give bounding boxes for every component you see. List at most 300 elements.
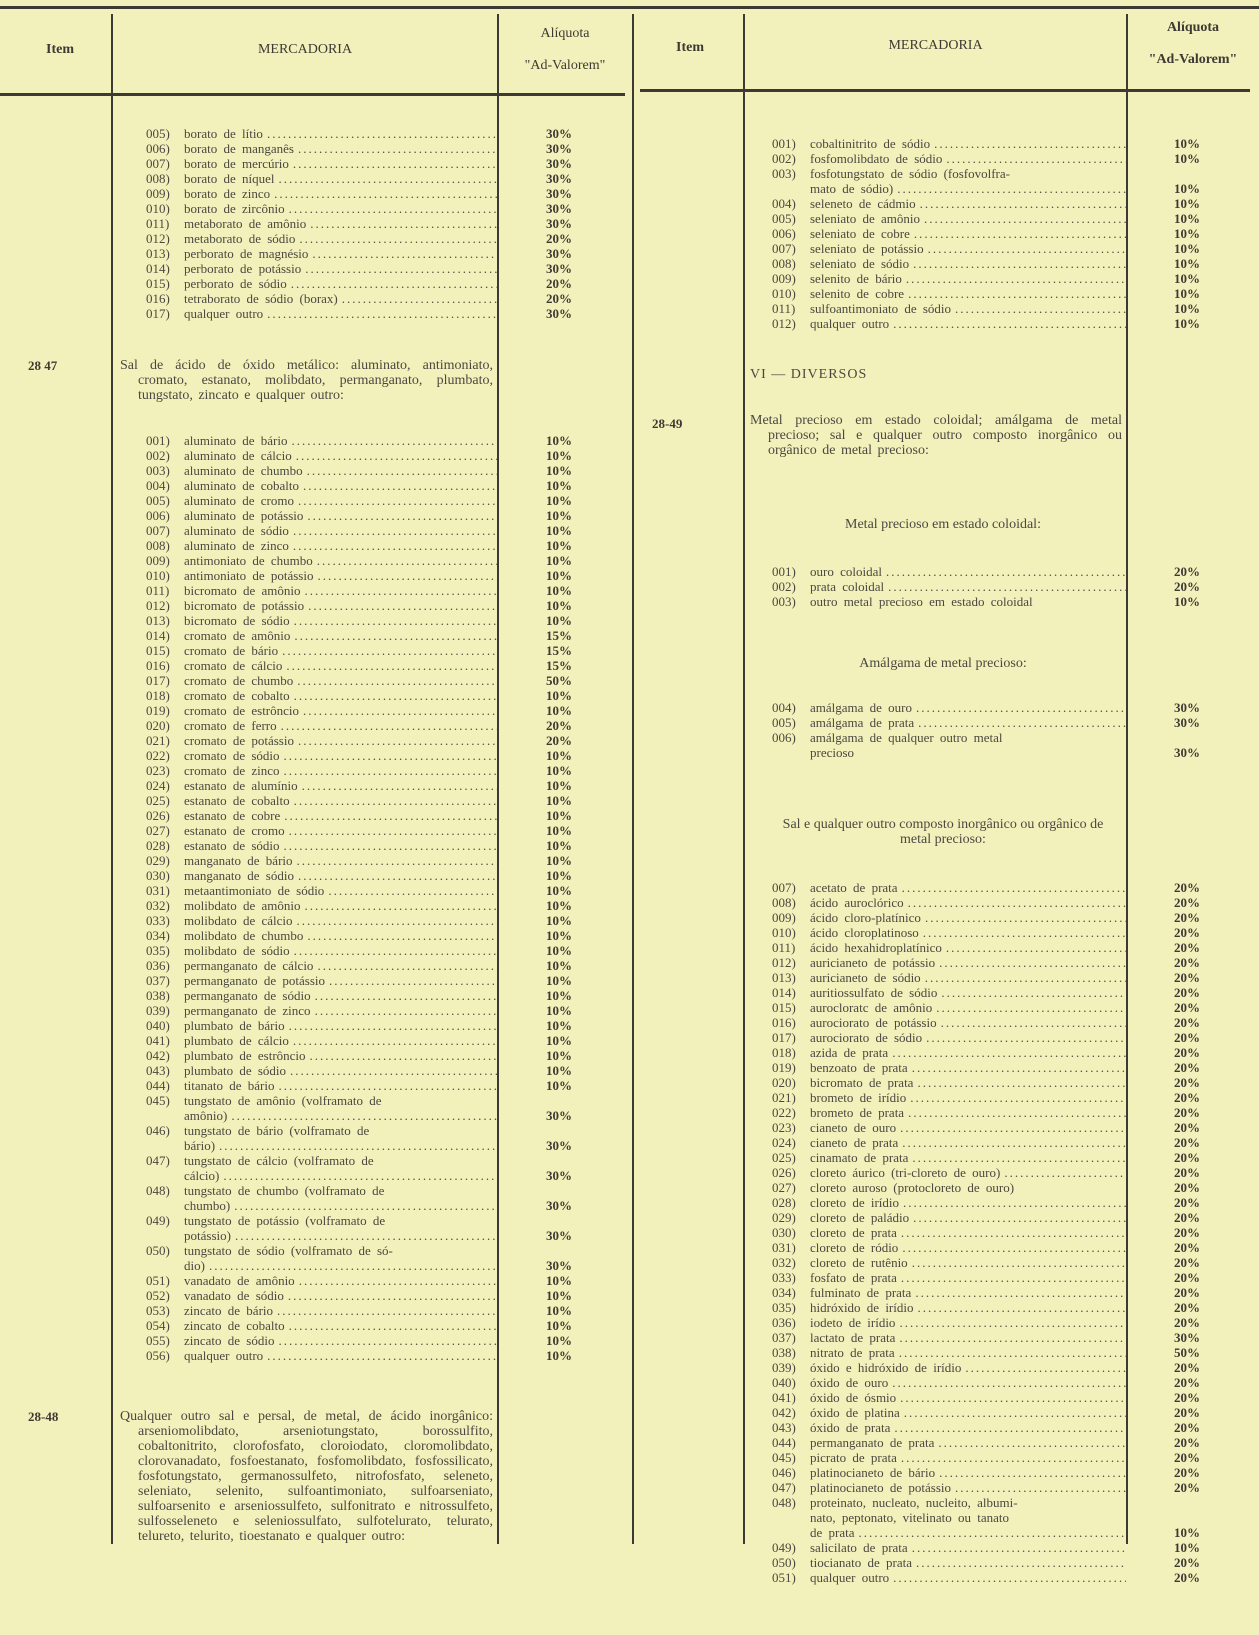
item-rate: 20% [1174,1090,1200,1105]
item-text-wrap [184,186,497,201]
item-text-wrap [810,579,1126,594]
dot-leader [286,658,497,673]
item-text-wrap [184,1063,497,1078]
dot-leader [908,895,1126,910]
item-text-wrap [810,1345,1126,1360]
item-code [772,1510,810,1525]
list-item [146,613,572,628]
item-code: 006) [772,730,796,745]
item-text: aurocloratc de amônio [810,1000,933,1015]
dot-leader [924,211,1126,226]
item-code: 014) [772,985,796,1000]
item-text: cianeto de ouro [810,1120,897,1135]
list-item-continuation [146,1108,572,1123]
item-code: 028) [772,1195,796,1210]
item-code: 024) [772,1135,796,1150]
top-rule [0,6,1259,9]
item-text-wrap [810,880,1126,895]
item-rate: 10% [546,448,572,463]
list-item [146,913,572,928]
list-item [146,1153,572,1168]
dot-leader [908,286,1126,301]
header-mercadoria: MERCADORIA [257,42,353,57]
item-code [772,181,810,196]
list-item [772,1450,1200,1465]
item-text: plumbato de sódio [184,1063,287,1078]
item-code: 010) [772,925,796,940]
dot-leader [918,715,1126,730]
item-rate: 20% [1174,1240,1200,1255]
item-text: borato de níquel [184,171,275,186]
item-code: 007) [146,156,170,171]
list-item [772,226,1200,241]
item-text-wrap [184,703,497,718]
item-code: 018) [146,688,170,703]
subheading-block [780,817,1106,847]
subheading: Amálgama de metal precioso: [859,656,1027,671]
item-text: antimoniato de chumbo [184,553,313,568]
list-item [146,246,572,261]
item-code: 022) [772,1105,796,1120]
dot-leader [307,508,497,523]
item-text-wrap [810,1075,1126,1090]
list-item [146,1093,572,1108]
list-item [146,1048,572,1063]
dot-leader [294,628,497,643]
item-rate [512,1123,572,1138]
item-text-wrap [810,301,1126,316]
dot-leader [925,910,1126,925]
item-rate: 10% [546,1348,572,1363]
item-text: cromato de ferro [184,718,277,733]
list-item [772,271,1200,286]
list-item [146,1123,572,1138]
item-text-wrap [184,718,497,733]
dot-leader [299,231,497,246]
item-rate: 30% [546,1168,572,1183]
list-item-continuation [772,1525,1200,1540]
header-aliquota: Alíquota [1166,20,1220,35]
item-code: 015) [772,1000,796,1015]
list-item [146,598,572,613]
item-text: proteinato, nucleato, nucleito, albumi- [810,1495,1018,1510]
list-item-continuation [146,1168,572,1183]
dot-leader [902,1240,1126,1255]
dot-leader [294,613,497,628]
item-text-wrap [810,1210,1126,1225]
item-text: bicromato de sódio [184,613,290,628]
item-text: cinamato de prata [810,1150,909,1165]
item-text: cromato de potássio [184,733,294,748]
item-code: 008) [146,171,170,186]
item-code: 040) [772,1375,796,1390]
item-text-wrap [184,838,497,853]
item-code: 042) [146,1048,170,1063]
item-text: óxido de ósmio [810,1390,897,1405]
item-text: permanganato de potássio [184,973,326,988]
list-item [146,1078,572,1093]
dot-leader [901,1270,1126,1285]
item-text-wrap [184,883,497,898]
item-text-wrap [810,1435,1126,1450]
dot-leader [902,1135,1126,1150]
list-item [146,171,572,186]
item-text-wrap [184,733,497,748]
item-text: tungstato de bário (volframato de [184,1123,370,1138]
list-item [146,508,572,523]
list-item [772,1045,1200,1060]
item-text-wrap [184,943,497,958]
dot-leader [290,1063,497,1078]
item-rate [1140,1510,1200,1525]
item-code: 011) [146,583,170,598]
item-text-wrap [184,1228,497,1243]
item-code: 008) [146,538,170,553]
item-rate: 20% [1174,1255,1200,1270]
item-code: 030) [772,1225,796,1240]
item-text: cromato de zinco [184,763,280,778]
item-text: perborato de magnésio [184,246,309,261]
dot-leader [297,853,497,868]
header-ad-valorem: "Ad-Valorem" [1148,52,1238,67]
item-code: 048) [772,1495,796,1510]
list-item [146,1003,572,1018]
item-text-wrap [184,628,497,643]
item-code: 006) [146,141,170,156]
item-rate: 10% [546,1273,572,1288]
list-item [772,1330,1200,1345]
list-item [146,463,572,478]
list-item [772,594,1200,609]
item-rate: 20% [1174,910,1200,925]
item-rate: 10% [546,763,572,778]
list-item [146,823,572,838]
list-item [772,985,1200,1000]
dot-leader [938,1435,1126,1450]
list-item [146,1348,572,1363]
item-code: 028) [146,838,170,853]
dot-leader [281,718,497,733]
item-text: nitrato de prata [810,1345,895,1360]
item-code: 031) [146,883,170,898]
list-item [772,1270,1200,1285]
dot-leader [912,1060,1126,1075]
item-text-wrap [810,181,1126,196]
list-item [146,703,572,718]
item-text-wrap [810,271,1126,286]
item-text: antimoniato de potássio [184,568,314,583]
item-text: metaborato de sódio [184,231,296,246]
item-text-wrap [810,985,1126,1000]
item-code: 001) [772,136,796,151]
list-item [772,1195,1200,1210]
item-text-wrap [810,1570,1126,1585]
item-rate: 20% [1174,1060,1200,1075]
item-text-wrap [184,928,497,943]
dot-leader [900,1120,1126,1135]
item-rate: 20% [1174,1405,1200,1420]
item-code: 016) [772,1015,796,1030]
item-rate: 30% [546,246,572,261]
item-rate: 20% [1174,1180,1200,1195]
list-item [772,1180,1200,1195]
item-text: tetraborato de sódio (borax) [184,291,338,306]
item-text-wrap [184,853,497,868]
item-code: 001) [146,433,170,448]
dot-leader [278,1333,497,1348]
list-item [772,579,1200,594]
item-code: 021) [146,733,170,748]
item-code: 037) [772,1330,796,1345]
item-text: aluminato de bário [184,433,288,448]
item-text-wrap [184,778,497,793]
item-number: 28-48 [28,1409,59,1424]
item-text: amálgama de ouro [810,700,913,715]
item-text: manganato de bário [184,853,293,868]
dot-leader [892,1375,1126,1390]
item-text: cromato de cálcio [184,658,283,673]
list-item [772,1135,1200,1150]
dot-leader [294,688,497,703]
list-item [146,1033,572,1048]
item-text: iodeto de irídio [810,1315,896,1330]
item-rate: 20% [1174,1105,1200,1120]
item-text-wrap [810,256,1126,271]
item-text: prata coloidal [810,579,885,594]
item-text-wrap [184,1183,497,1198]
item-code: 012) [772,955,796,970]
item-rate: 20% [1174,1420,1200,1435]
list-item-continuation [146,1258,572,1273]
item-text-wrap [184,613,497,628]
item-code: 020) [146,718,170,733]
dot-leader [293,156,497,171]
dot-leader [900,1390,1126,1405]
dot-leader [1004,1165,1126,1180]
item-text-wrap [184,958,497,973]
dot-leader [284,748,497,763]
item-text: amônio) [184,1108,228,1123]
item-text: aluminato de potássio [184,508,304,523]
dot-leader [296,448,497,463]
list-item [772,1165,1200,1180]
header-bottom-rule-left [0,93,625,96]
item-code: 019) [146,703,170,718]
item-text-wrap [184,291,497,306]
item-text-wrap [810,895,1126,910]
item-rate: 10% [1174,1540,1200,1555]
item-text-wrap [184,463,497,478]
item-rate: 10% [1174,151,1200,166]
item-rate: 30% [546,156,572,171]
dot-leader [304,583,497,598]
dot-leader [299,1273,497,1288]
item-rate: 20% [1174,1030,1200,1045]
item-rate: 20% [1174,925,1200,940]
item-text-wrap [810,1285,1126,1300]
item-code: 040) [146,1018,170,1033]
column-line [111,14,113,1544]
list-item-continuation [772,181,1200,196]
item-text: precioso [810,745,855,760]
list-item [772,1390,1200,1405]
item-text-wrap [810,910,1126,925]
dot-leader [899,1345,1126,1360]
item-text-wrap [184,1168,497,1183]
item-rate: 10% [546,943,572,958]
list-item [772,895,1200,910]
item-rate: 30% [1174,700,1200,715]
dot-leader [294,793,497,808]
item-code: 011) [772,301,796,316]
item-text-wrap [184,216,497,231]
item-code: 045) [772,1450,796,1465]
item-text: seleniato de cobre [810,226,910,241]
item-text: tungstato de potássio (volframato de [184,1213,386,1228]
item-text: picrato de prata [810,1450,897,1465]
item-rate: 10% [546,823,572,838]
dot-leader [298,733,497,748]
item-code: 036) [146,958,170,973]
dot-leader [298,493,497,508]
item-code [146,1108,184,1123]
dot-leader [920,196,1126,211]
item-rate: 10% [546,748,572,763]
item-text-wrap [810,166,1126,181]
item-rate: 20% [1174,1015,1200,1030]
item-text: cloreto de ródio [810,1240,899,1255]
item-rate: 10% [1174,301,1200,316]
list-item [772,301,1200,316]
dot-leader [912,1255,1126,1270]
item-code: 018) [772,1045,796,1060]
item-rate: 10% [546,913,572,928]
item-text: cloreto áurico (tri-cloreto de ouro) [810,1165,1001,1180]
item-rate [512,1183,572,1198]
dot-leader [317,958,497,973]
item-rate: 20% [1174,1465,1200,1480]
dot-leader [893,316,1126,331]
list-item [146,1303,572,1318]
item-text-wrap [184,763,497,778]
item-text-wrap [810,241,1126,256]
item-code: 016) [146,291,170,306]
item-text: seleniato de sódio [810,256,910,271]
item-text: borato de manganês [184,141,294,156]
item-description: Sal de ácido de óxido metálico: aluminato, antimoniato, cromato, estanato, molibdato, permanganato, plumbato, tungstato, zincato e qualquer outro: [120,358,493,403]
item-text-wrap [810,1555,1126,1570]
list-item [146,523,572,538]
dot-leader [894,1420,1126,1435]
dot-leader [291,433,497,448]
list-item [772,316,1200,331]
item-text: bário) [184,1138,216,1153]
item-text-wrap [810,1405,1126,1420]
item-code: 033) [772,1270,796,1285]
item-code: 047) [146,1153,170,1168]
item-text-wrap [810,715,1126,730]
list-item [146,186,572,201]
item-code: 006) [772,226,796,241]
item-text-wrap [184,898,497,913]
item-rate: 20% [1174,1150,1200,1165]
item-code: 015) [146,276,170,291]
item-rate: 20% [1174,880,1200,895]
list-item [146,718,572,733]
list-item [146,748,572,763]
list-item [772,1015,1200,1030]
list-item-continuation [146,1228,572,1243]
dot-leader [904,1405,1126,1420]
list-item [146,1213,572,1228]
item-text-wrap [184,306,497,321]
item-code: 021) [772,1090,796,1105]
item-text-wrap [810,1360,1126,1375]
item-rate: 30% [546,216,572,231]
item-text: cromato de cobalto [184,688,290,703]
list-item [772,1105,1200,1120]
item-rate: 10% [546,793,572,808]
item-text-wrap [184,913,497,928]
item-code: 003) [772,166,796,181]
item-text-wrap [810,700,1126,715]
list-item [772,286,1200,301]
item-text-wrap [810,286,1126,301]
item-code: 012) [146,598,170,613]
item-text: cloreto de paládio [810,1210,910,1225]
item-rate: 30% [546,261,572,276]
dot-leader [939,955,1126,970]
dot-leader [918,1300,1127,1315]
list-item [772,1405,1200,1420]
item-code: 010) [772,286,796,301]
list-item [146,883,572,898]
item-code: 025) [146,793,170,808]
dot-leader [317,553,497,568]
list-item [146,156,572,171]
item-text: estanato de cromo [184,823,285,838]
item-code: 039) [146,1003,170,1018]
dot-leader [293,523,497,538]
dot-leader [231,1108,497,1123]
item-rate: 10% [546,463,572,478]
item-rate: 10% [546,778,572,793]
item-rate: 10% [546,433,572,448]
item-code: 013) [772,970,796,985]
dot-leader [901,1450,1126,1465]
item-text-wrap [184,156,497,171]
list-item-continuation [772,1510,1200,1525]
item-text-wrap [184,658,497,673]
item-code: 001) [772,564,796,579]
item-code: 039) [772,1360,796,1375]
list-item [772,1555,1200,1570]
column-line [743,14,745,1544]
item-rate: 30% [546,1108,572,1123]
dot-leader [289,201,497,216]
list-item [146,958,572,973]
item-text: zincato de bário [184,1303,274,1318]
item-text-wrap [810,226,1126,241]
item-text: bicromato de prata [810,1075,914,1090]
item-code: 033) [146,913,170,928]
header-mercadoria: MERCADORIA [888,38,983,53]
item-text-wrap [810,1450,1126,1465]
item-text-wrap [184,643,497,658]
item-rate: 10% [1174,271,1200,286]
item-text: permanganato de zinco [184,1003,311,1018]
dot-leader [288,1288,497,1303]
